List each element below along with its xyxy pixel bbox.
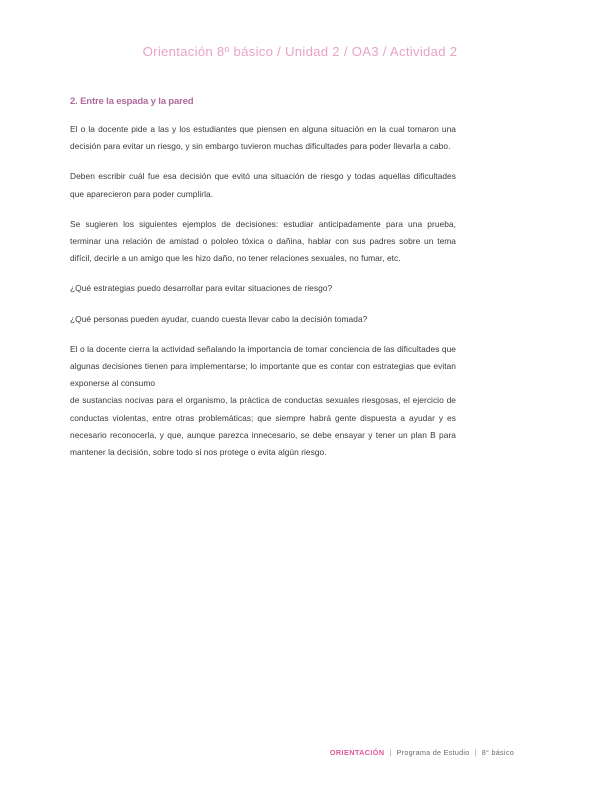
footer-brand-label: ORIENTACIÓN [329,748,385,757]
footer-separator-2: | [474,748,477,757]
paragraph-instructions: Deben escribir cuál fue esa decisión que evitó una situación de riesgo y todas aquellas dificultades que aparecieron para poder cumplirla. [70,171,456,199]
question-support-people: ¿Qué personas pueden ayudar, cuando cuesta llevar cabo la decisión tomada? [70,313,368,324]
document-breadcrumb-header: Orientación 8º básico / Unidad 2 / OA3 / Actividad 2 [142,44,458,59]
paragraph-closing [70,341,456,461]
footer-level-label: 8° básico [481,748,514,757]
footer-separator-1: | [389,748,392,757]
document-footer [0,748,600,757]
paragraph-closing-line-2: de sustancias nocivas para el organismo, la práctica de conductas sexuales riesgosas, el ejercicio de conductas violentas, entre otras problemáticas; que siempre habrá gente dispuesta a ayudar y es necesario reconocerla, y que, aunque parezca innecesario, se debe ensayar y tener un plan B para mantener la decisión, sobre todo si nos protege o evita algún riesgo. [70,395,456,458]
paragraph-intro: El o la docente pide a las y los estudiantes que piensen en alguna situación en la cual tomaron una decisión para evitar un riesgo, y sin embargo tuvieron muchas dificultades para poder llevarla a cabo. [70,124,456,152]
section-title: 2. Entre la espada y la pared [70,96,194,107]
question-strategies: ¿Qué estrategias puedo desarrollar para evitar situaciones de riesgo? [70,283,333,294]
paragraph-closing-line-1: El o la docente cierra la actividad señalando la importancia de tomar conciencia de las dificultades que algunas decisiones tienen para implementarse; lo importante que es contar con estrategias que evitan exponerse al consumo [70,343,456,389]
footer-program-label: Programa de Estudio [396,748,470,757]
document-content [70,96,456,461]
paragraph-examples: Se sugieren los siguientes ejemplos de decisiones: estudiar anticipadamente para una prueba, terminar una relación de amistad o pololeo tóxica o dañina, hablar con sus padres sobre un tema difícil, decirle a un amigo que les hizo daño, no tener relaciones sexuales, no fumar, etc. [70,218,456,264]
